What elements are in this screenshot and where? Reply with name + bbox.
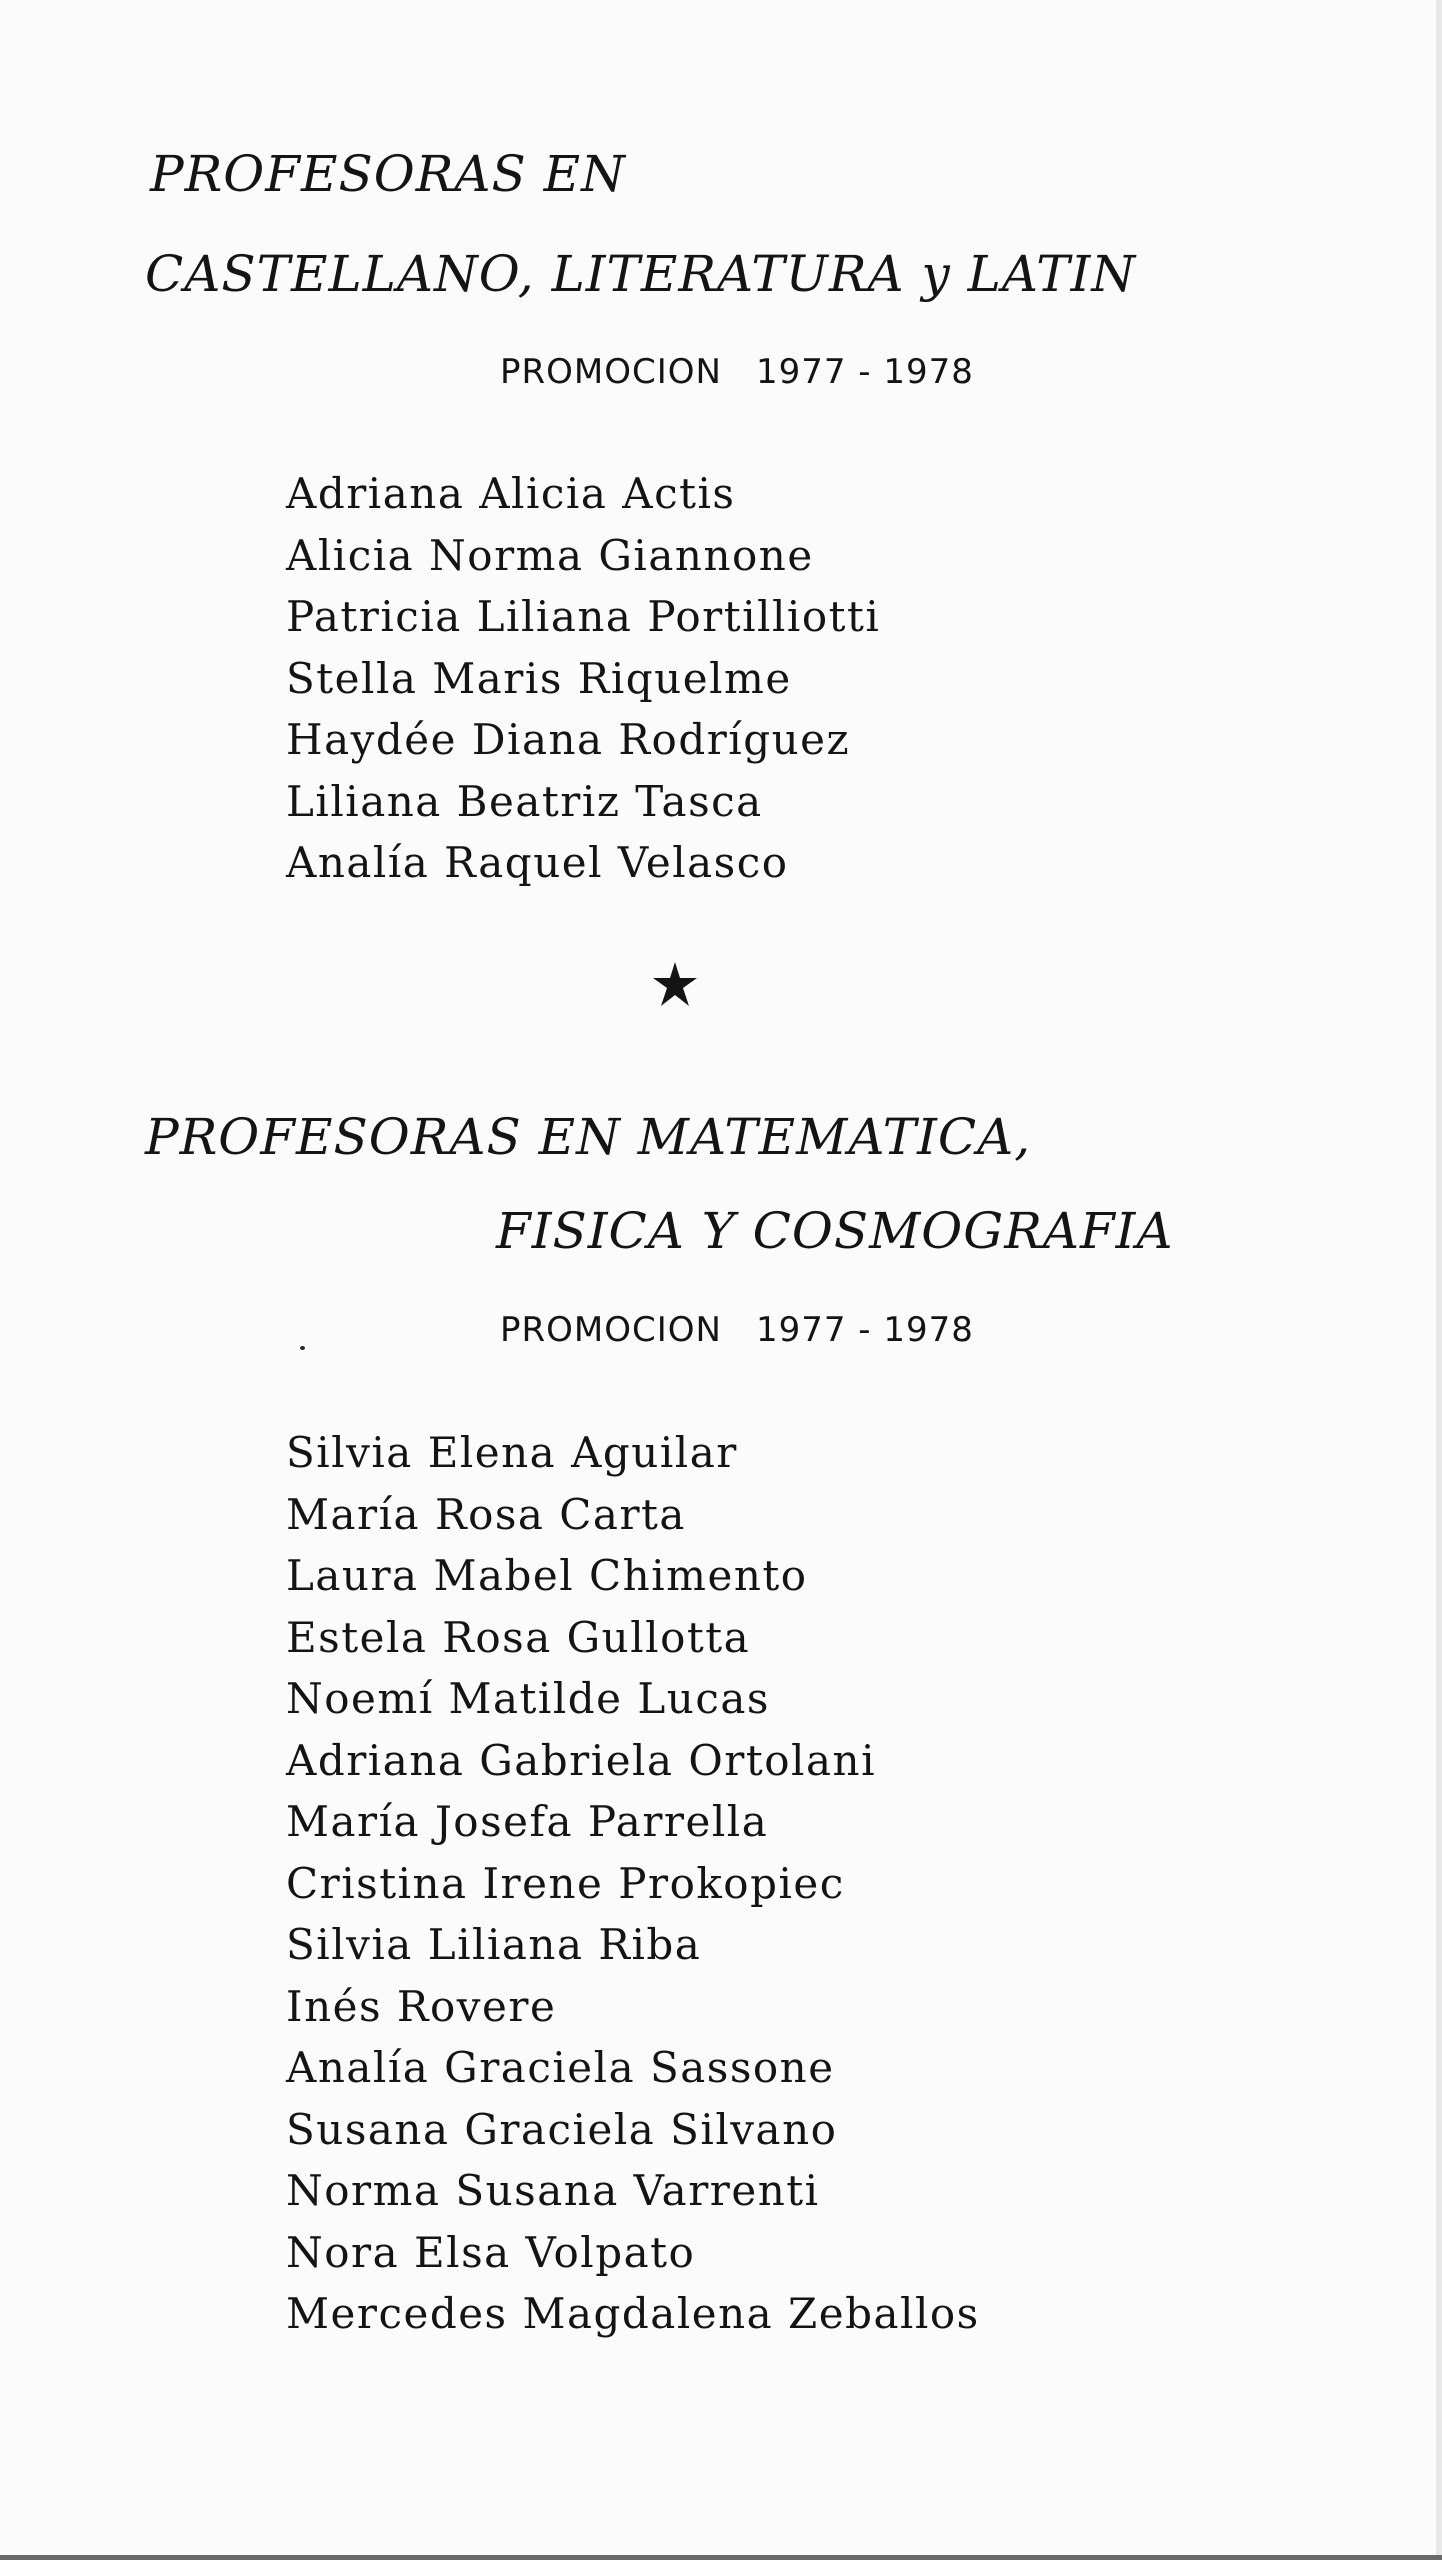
section-2-promotion — [500, 1310, 974, 1350]
star-icon — [651, 960, 699, 1008]
section-1-promotion — [500, 352, 974, 392]
name-item: Analía Raquel Velasco — [286, 838, 789, 887]
name-item: Stella Maris Riquelme — [286, 653, 792, 703]
name-item: Mercedes Magdalena Zeballos — [286, 2289, 980, 2338]
section-2-promotion-years: 1977 - 1978 — [755, 1310, 974, 1350]
section-1-heading-line-2: CASTELLANO, LITERATURA y LATIN — [145, 245, 1137, 303]
name-item: Adriana Gabriela Ortolani — [286, 1735, 877, 1785]
section-2-name-list — [286, 1422, 980, 2345]
section-2-heading-line-2: FISICA Y COSMOGRAFIA — [496, 1202, 1174, 1260]
name-item: Laura Mabel Chimento — [286, 1551, 808, 1600]
name-item: Adriana Alicia Actis — [286, 469, 736, 518]
name-item: Patricia Liliana Portilliotti — [286, 592, 881, 641]
print-speck — [300, 1346, 305, 1350]
name-item: Cristina Irene Prokopiec — [286, 1858, 845, 1908]
name-item: Haydée Diana Rodríguez — [286, 715, 851, 764]
section-1-promotion-years: 1977 - 1978 — [755, 352, 974, 392]
section-2-promotion-label: PROMOCION — [500, 1310, 722, 1350]
page-bottom-edge — [0, 2555, 1442, 2560]
name-item: María Rosa Carta — [286, 1489, 686, 1539]
name-item: Nora Elsa Volpato — [286, 2227, 696, 2277]
name-item: Silvia Elena Aguilar — [286, 1428, 738, 1477]
name-item: Estela Rosa Gullotta — [286, 1612, 751, 1662]
section-1-promotion-label: PROMOCION — [500, 352, 722, 392]
name-item: Alicia Norma Giannone — [286, 530, 814, 580]
name-item: Inés Rovere — [286, 1981, 557, 2031]
name-item: Noemí Matilde Lucas — [286, 1674, 770, 1723]
name-item: Norma Susana Varrenti — [286, 2166, 820, 2215]
name-item: Susana Graciela Silvano — [286, 2104, 838, 2154]
section-1-name-list — [286, 463, 880, 894]
name-item: María Josefa Parrella — [286, 1797, 769, 1846]
name-item: Silvia Liliana Riba — [286, 1920, 702, 1969]
name-item: Liliana Beatriz Tasca — [286, 776, 763, 826]
section-1-heading-line-1: PROFESORAS EN — [150, 145, 626, 203]
section-2-heading-line-1: PROFESORAS EN MATEMATICA, — [145, 1108, 1032, 1166]
page-edge — [1436, 0, 1442, 2560]
name-item: Analía Graciela Sassone — [286, 2043, 835, 2092]
